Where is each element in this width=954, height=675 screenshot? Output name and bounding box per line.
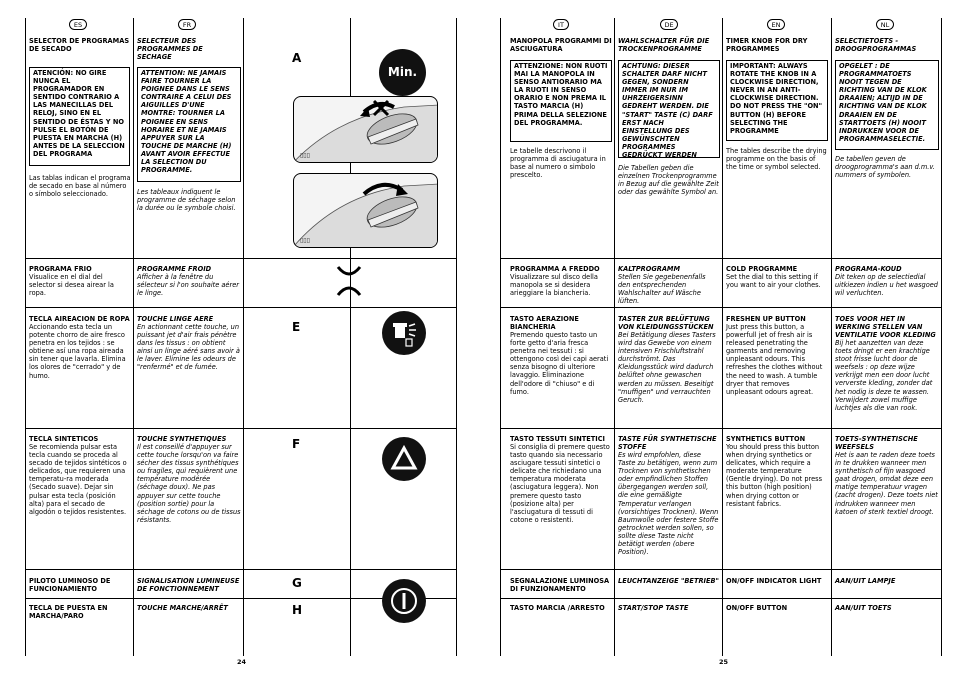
it-title-indicator: SEGNALAZIONE LUMINOSA DI FUNZIONAMENTO [510,577,610,594]
column-divider [941,18,942,656]
it-warning-box: ATTENZIONE: NON RUOTI MAI LA MANOPOLA IN SENSO ANTIORARIO MA LA RUOTI IN SENSO ORARIO E NON PREMA IL TASTO MARCIA (H) PRIMA DELLA SELEZIONE DEL PROGRAMMA. [510,60,612,142]
fr-text-freshen: En actionnant cette touche, un puissant jet d'air frais pénètre dans les tissus : on obtient ainsi un linge aéré sans avoir à le laver. Elimine les odeurs de "renfermé" et de fumée. [137,323,240,372]
en-warning-box: IMPORTANT: ALWAYS ROTATE THE KNOB IN A CLOCKWISE DIRECTION, NEVER IN AN ANTI-CLOCKWISE DIRECTION. DO NOT PRESS THE "ON" BUTTON (H) BEFORE SELECTING THE PROGRAMME [726,60,828,141]
row-divider [500,307,941,308]
column-divider [831,18,832,656]
fr-title-indicator: SIGNALISATION LUMINEUSE DE FONCTIONNEMENT [137,577,240,594]
it-title-selector: MANOPOLA PROGRAMMI DI ASCIUGATURA [510,37,612,54]
fr-warning-box: ATTENTION: NE JAMAIS FAIRE TOURNER LA POIGNEE DANS LE SENS CONTRAIRE A CELUI DES AIGUILLES D'UNE MONTRE: TOURNER LA POIGNEE EN SENS HORAIRE ET NE JAMAIS APPUYER SUR LA TOUCHE DE MARCHE (H) AVANT AVOIR EFFECTUE LA SELECTION DU PROGRAMME. [137,67,241,182]
en-text-synthetics: You should press this button when drying synthetics or delicates, which require a moderate temperature (Gentle drying). Do not press this button (high position) when drying cotton or resistant fabrics. [726,443,823,508]
en-title-onoff: ON/OFF BUTTON [726,604,788,612]
min-icon [379,49,426,96]
en-text-cold: Set the dial to this setting if you want to air your clothes. [726,273,821,290]
es-title-selector: SELECTOR DE PROGRAMAS DE SECADO [29,37,130,54]
lang-badge-es: ES [69,19,87,30]
nl-title-cold: PROGRAMA-KOUD [835,265,902,273]
it-text-cold: Visualizzare sul disco della manopola se si desidera arieggiare la biancheria. [510,273,598,298]
de-text-synthetics: Es wird empfohlen, diese Taste zu betätigen, wenn zum Trocknen von synthetischen oder empfindlichen Stoffen übergegangen werden soll, die eine gemäßigte Temperatur verlangen (vorsichtiges Trocknen). Wenn Baumwolle oder festere Stoffe getrocknet werden sollen, so sollte diese Taste nicht betätigt werden (obere Position). [618,451,719,557]
row-divider [25,258,456,259]
fr-title-onoff: TOUCHE MARCHE/ARRÊT [137,604,228,612]
nl-title-freshen: TOES VOOR HET IN WERKING STELLEN VAN VENTILATIE VOOR KLEDING [835,315,936,340]
de-title-indicator: LEUCHTANZEIGE "BETRIEB" [618,577,719,585]
row-divider [500,428,941,429]
it-title-cold: PROGRAMMA A FREDDO [510,265,600,273]
row-divider [25,307,456,308]
lang-badge-it: IT [553,19,569,30]
it-title-freshen: TASTO AERAZIONE BIANCHERIA [510,315,579,332]
de-text-freshen: Bei Betätigung dieses Tasters wird das Gewebe von einem intensiven Frischluftstrahl durchströmt. Das Kleidungsstück wird dadurch belüftet ohne gewaschen werden zu müssen. Beseitigt "muffigen" und verrauchten Geruch. [618,331,716,404]
fr-text-tables: Les tableaux indiquent le programme de séchage selon la durée ou le symbole choisi. [137,188,236,213]
en-title-indicator: ON/OFF INDICATOR LIGHT [726,577,822,585]
fr-title-freshen: TOUCHE LINGE AERE [137,315,214,323]
it-text-freshen: Premendo questo tasto un forte getto d'aria fresca penetra nei tessuti : si ottengono così dei capi aerati senza bisogno di ulteriore lavaggio. Eliminazione dell'odore di "chiuso" e di fumo. [510,331,609,396]
fr-text-synthetics: Il est conseillé d'appuyer sur cette touche lorsqu'on va faire sécher des tissus synthétiques ou fragiles, qui requièrent une température modérée (séchage doux). Ne pas appuyer sur cette touche (position sortie) pour la séchage de cotons ou de tissus résistants. [137,443,241,524]
column-divider [133,18,134,656]
fr-title-selector: SELECTEUR DES PROGRAMMES DE SECHAGE [137,37,203,62]
power-button-icon[interactable] [382,579,426,623]
knob-illustration-wrong [293,96,438,163]
row-divider [25,569,456,570]
page-number-left: 24 [237,658,247,666]
fr-text-cold: Afficher à la fenêtre du sélecteur si l'on souhaite aérer le linge. [137,273,239,298]
row-divider [500,569,941,570]
fr-title-synthetics: TOUCHE SYNTHETIQUES [137,435,227,443]
nl-text-cold: Dit teken op de selectiedial uitkiezen indien u het wasgoed wil verluchten. [835,273,938,298]
letter-f: F [292,437,301,451]
letter-a: A [292,51,302,65]
it-text-tables: Le tabelle descrivono il programma di asciugatura in base al numero o simbolo prescelto. [510,147,606,180]
en-text-tables: The tables describe the drying programme on the basis of the time or symbol selected. [726,147,827,172]
en-text-freshen: Just press this button, a powerfull jet of fresh air is released penetrating the garments and removing unpleasant odours. This refreshes the clothes without the need to wash. A tumble dryer that removes unpleasant odours agreat. [726,323,823,396]
svg-text:▯▯▯: ▯▯▯ [300,237,310,244]
nl-title-indicator: AAN/UIT LAMPJE [835,577,896,585]
de-text-cold: Stellen Sie gegebenenfalls den entsprechenden Wahlschalter auf Wäsche lüften. [618,273,706,306]
cold-program-icon [334,263,364,299]
en-title-cold: COLD PROGRAMME [726,265,798,273]
it-title-synthetics: TASTO TESSUTI SINTETICI [510,435,606,443]
nl-text-freshen: Bij het aanzetten van deze toets dringt er een krachtige stoot frisse lucht door de weefsels : op deze wijze verkrijgt men een door lucht ververste kleding, zonder dat het nodig is deze te wassen. Verwijdert zowel muffige luchtjes als die van rook. [835,339,933,412]
nl-title-onoff: AAN/UIT TOETS [835,604,892,612]
es-text-tables: Las tablas indican el programa de secado en base al número o símbolo seleccionado. [29,174,131,199]
nl-warning-box: OPGELET : DE PROGRAMMATOETS NOOIT TEGEN DE RICHTING VAN DE KLOK DRAAIEN; ALTIJD IN DE RICHTING VAN DE KLOK DRAAIEN EN DE STARTTOETS (H) NOOIT INDRUKKEN VOOR DE PROGRAMMASELECTIE. [835,60,939,150]
es-warning-box: ATENCIÓN: NO GIRE NUNCA EL PROGRAMADOR EN SENTIDO CONTRARIO A LAS MANECILLAS DEL RELOJ, SINO EN EL SENTIDO DE ÉSTAS Y NO PULSE EL BOTÓN DE PUESTA EN MARCHA (H) ANTES DE LA SELECCION DEL PROGRAMA [29,67,130,166]
de-title-onoff: START/STOP TASTE [618,604,689,612]
row-divider [500,258,941,259]
letter-e: E [292,320,301,334]
es-title-indicator: PILOTO LUMINOSO DE FUNCIONAMIENTO [29,577,111,594]
es-text-cold: Visualice en el dial del selector si desea airear la ropa. [29,273,114,298]
page-number-right: 25 [719,658,729,666]
es-title-synthetics: TECLA SINTETICOS [29,435,99,443]
column-divider [500,18,501,656]
lang-badge-en: EN [767,19,785,30]
synthetics-triangle-icon[interactable] [382,437,426,481]
min-label: Min. [387,65,418,79]
es-title-freshen: TECLA AIREACION DE ROPA [29,315,130,323]
nl-text-synthetics: Het is aan te raden deze toets in te drukken wanneer men synthetisch of fijn wasgoed gaat drogen, omdat deze een matige temperatuur vragen (zacht drogen). Deze toets niet indrukken wanneer men katoen of sterk textiel droogt. [835,451,938,516]
knob-illustration-right [293,173,438,248]
column-divider [456,18,457,656]
es-title-cold: PROGRAMA FRIO [29,265,92,273]
es-title-onoff: TECLA DE PUESTA EN MARCHA/PARO [29,604,108,621]
en-title-freshen: FRESHEN UP BUTTON [726,315,806,323]
row-divider [25,428,456,429]
es-text-freshen: Accionando esta tecla un potente chorro de aire fresco penetra en los tejidos : se obtiene así una ropa aireada sin tener que lavarla. Elimina los olores de "cerrado" y de humo. [29,323,126,380]
de-title-cold: KALTPROGRAMM [618,265,681,273]
en-title-selector: TIMER KNOB FOR DRY PROGRAMMES [726,37,808,54]
letter-h: H [292,603,303,617]
de-title-freshen: TASTER ZUR BELÜFTUNG VON KLEIDUNGSSTÜCKEN [618,315,714,332]
de-text-tables: Die Tabellen geben die einzelnen Trockenprogramme in Bezug auf die gewählte Zeit oder das gewählte Symbol an. [618,164,719,197]
en-title-synthetics: SYNTHETICS BUTTON [726,435,806,443]
nl-title-selector: SELECTIETOETS - DROOGPROGRAMMAS [835,37,917,54]
letter-g: G [292,576,302,590]
row-divider [500,598,941,599]
column-divider [243,18,244,656]
de-warning-box: ACHTUNG: DIESER SCHALTER DARF NICHT GEGEN, SONDERN IMMER IM NUR IM UHRZEIGERSINN GEDREHT WERDEN. DIE "START" TASTE (C) DARF ERST NACH EINSTELLUNG DES GEWÜNSCHTEN PROGRAMMES GEDRÜCKT WERDEN [618,60,720,158]
lang-badge-nl: NL [876,19,894,30]
lang-badge-de: DE [660,19,678,30]
nl-text-tables: De tabellen geven de droogprogramma's aan d.m.v. nummers of symbolen. [835,155,935,180]
column-divider [722,18,723,656]
it-text-synthetics: Si consiglia di premere questo tasto quando sia necessario asciugare tessuti sintetici o delicate che richiedano una temperatura moderata (asciugatura leggera). Non premere questo tasto (posizione alta) per l'asciugatura di tessuti di cotone o resistenti. [510,443,610,524]
de-title-synthetics: TASTE FÜR SYNTHETISCHE STOFFE [618,435,717,452]
nl-title-synthetics: TOETS-SYNTHETISCHE WEEFSELS [835,435,918,452]
column-divider [614,18,615,656]
de-title-selector: WAHLSCHALTER FÜR DIE TROCKENPROGRAMME [618,37,710,54]
es-text-synthetics: Se recomienda pulsar esta tecla cuando se proceda al secado de tejidos sintéticos o delicados, que requieren una temperatu-ra moderada (Secado suave). Dejar sin pulsar esta tecla (posición alta) para el secado de algodón o tejidos resistentes. [29,443,127,516]
svg-text:▯▯▯: ▯▯▯ [300,152,310,159]
it-title-onoff: TASTO MARCIA /ARRESTO [510,604,605,612]
column-divider [25,18,26,656]
lang-badge-fr: FR [178,19,196,30]
freshen-up-icon[interactable] [382,311,426,355]
fr-title-cold: PROGRAMME FROID [137,265,212,273]
